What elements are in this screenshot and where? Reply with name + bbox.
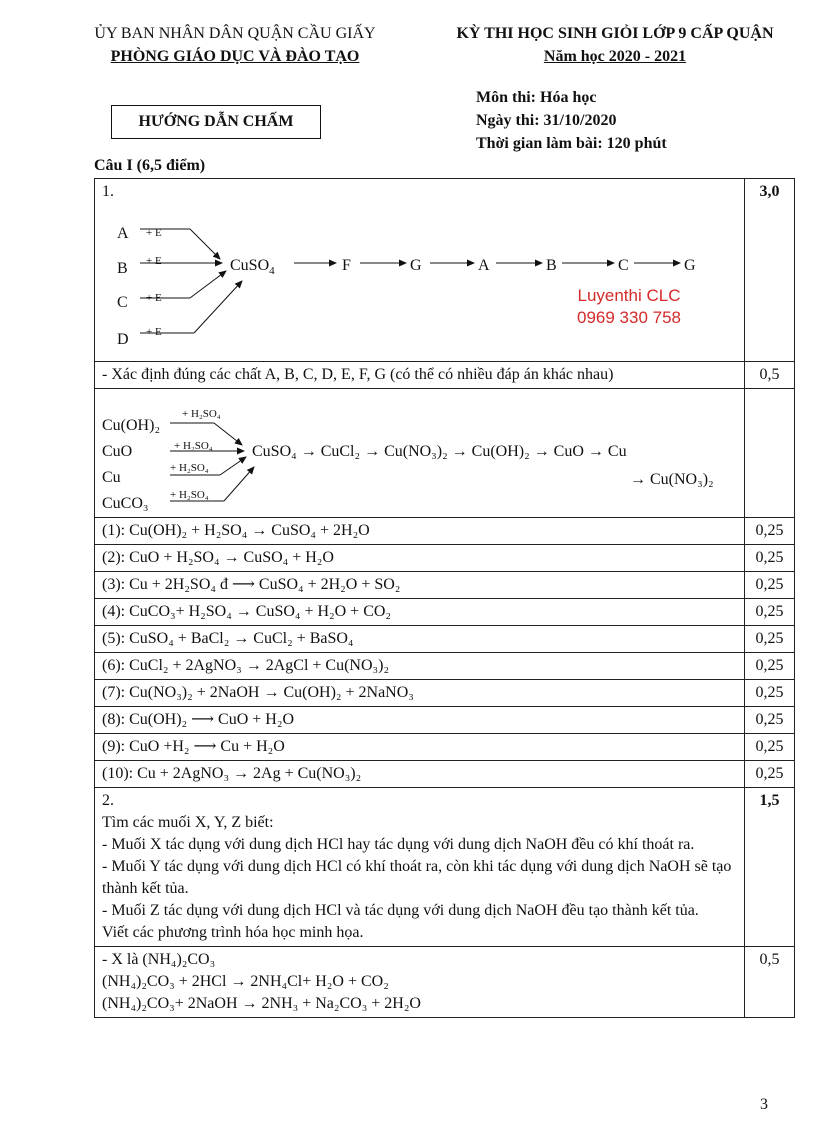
- part2-line-4: - Muối Z tác dụng với dung dịch HCl và tác dụng với dung dịch NaOH đều tạo thành kết tủa.: [102, 902, 699, 919]
- diagram2-left-cuoh2: Cu(OH)₂: [102, 417, 161, 434]
- reaction-2-points: 0,25: [745, 545, 795, 572]
- reaction-row: [95, 734, 795, 761]
- answer-x-line-1: - X là (NH₄)₂CO₃: [102, 951, 216, 968]
- diagram1-left-b: B: [117, 260, 128, 277]
- part2-points: 1,5: [745, 788, 795, 947]
- diagram2-chain: CuSO₄ → CuCl₂ → Cu(NO₃)₂ → Cu(OH)₂ → CuO → Cu: [252, 443, 627, 460]
- exam-subject: Môn thi: Hóa học: [476, 89, 597, 106]
- header-exam-name: KỲ THI HỌC SINH GIỎI LỚP 9 CẤP QUẬN: [456, 25, 774, 42]
- question-title: Câu I (6,5 điểm): [94, 157, 206, 174]
- part1-row: [95, 179, 795, 362]
- diagram1-chain-g: G: [410, 257, 422, 274]
- part2-row: [95, 788, 795, 947]
- reaction-row: [95, 572, 795, 599]
- reaction-row: [95, 761, 795, 788]
- diagram2-left-cuo: CuO: [102, 443, 133, 460]
- watermark-line2: 0969 330 758: [577, 308, 681, 327]
- watermark-line1: Luyenthi CLC: [577, 286, 681, 305]
- diagram2-left-cu: Cu: [102, 469, 121, 486]
- reaction-9-points: 0,25: [745, 734, 795, 761]
- identify-text: - Xác định đúng các chất A, B, C, D, E, F, G (có thể có nhiều đáp án khác nhau): [95, 362, 745, 389]
- exam-info: [476, 86, 667, 155]
- part2-cell: [95, 788, 745, 947]
- diagram1-reagent-d: + E: [146, 326, 162, 338]
- diagram1-reagent-b: + E: [146, 255, 162, 267]
- diagram1-chain-a: A: [478, 257, 490, 274]
- header-right: [420, 22, 810, 68]
- reaction-6-points: 0,25: [745, 653, 795, 680]
- header-dept: PHÒNG GIÁO DỤC VÀ ĐÀO TẠO: [110, 48, 360, 65]
- watermark: [554, 285, 704, 329]
- answer-x-line-3: (NH₄)₂CO₃+ 2NaOH → 2NH₃ + Na₂CO₃ + 2H₂O: [102, 995, 421, 1012]
- exam-date: Ngày thi: 31/10/2020: [476, 112, 617, 129]
- reaction-diagram-2: [102, 391, 737, 515]
- reaction-3-points: 0,25: [745, 572, 795, 599]
- part1-points: 3,0: [745, 179, 795, 362]
- reaction-6: (6): CuCl₂ + 2AgNO₃ → 2AgCl + Cu(NO₃)₂: [95, 653, 745, 680]
- reaction-5: (5): CuSO₄ + BaCl₂ → CuCl₂ + BaSO₄: [95, 626, 745, 653]
- reaction-row: [95, 626, 795, 653]
- part2-line-3: - Muối Y tác dụng với dung dịch HCl có khí thoát ra, còn khi tác dụng với dung dịch NaOH sẽ tạo thành kết tủa.: [102, 858, 732, 897]
- part2-label: 2.: [102, 792, 114, 809]
- reaction-4: (4): CuCO₃+ H₂SO₄ → CuSO₄ + H₂O + CO₂: [95, 599, 745, 626]
- part1-label: 1.: [102, 183, 114, 200]
- reaction-4-points: 0,25: [745, 599, 795, 626]
- answer-x-points: 0,5: [745, 947, 795, 1018]
- part2-line-5: Viết các phương trình hóa học minh họa.: [102, 924, 364, 941]
- diagram2-reagent-4: + H₂SO₄: [170, 489, 209, 501]
- diagram1-reagent-c: + E: [146, 292, 162, 304]
- part2-line-2: - Muối X tác dụng với dung dịch HCl hay tác dụng với dung dịch NaOH đều có khí thoát ra.: [102, 836, 695, 853]
- diagram2-row: [95, 389, 795, 518]
- part1-cell: [95, 179, 745, 362]
- diagram2-reagent-2: + H₂SO₄: [174, 440, 213, 452]
- diagram1-left-c: C: [117, 294, 128, 311]
- reaction-row: [95, 653, 795, 680]
- header-org: ỦY BAN NHÂN DÂN QUẬN CẦU GIẤY: [94, 25, 376, 42]
- reaction-2: (2): CuO + H₂SO₄ → CuSO₄ + H₂O: [95, 545, 745, 572]
- diagram1-reagent-a: + E: [146, 227, 162, 239]
- diagram1-left-a: A: [117, 225, 129, 242]
- reaction-3: (3): Cu + 2H₂SO₄ đ ⟶ CuSO₄ + 2H₂O + SO₂: [95, 572, 745, 599]
- diagram2-branch: → Cu(NO₃)₂: [630, 471, 714, 488]
- diagram2-reagent-3: + H₂SO₄: [170, 462, 209, 474]
- reaction-row: [95, 680, 795, 707]
- part2-line-1: Tìm các muối X, Y, Z biết:: [102, 814, 274, 831]
- reaction-10: (10): Cu + 2AgNO₃ → 2Ag + Cu(NO₃)₂: [95, 761, 745, 788]
- reaction-row: [95, 518, 795, 545]
- header-left: [70, 22, 400, 68]
- diagram2-cell: [95, 389, 745, 518]
- diagram1-chain-b: B: [546, 257, 557, 274]
- diagram1-chain-c: C: [618, 257, 629, 274]
- identify-points: 0,5: [745, 362, 795, 389]
- answer-x-line-2: (NH₄)₂CO₃ + 2HCl → 2NH₄Cl+ H₂O + CO₂: [102, 973, 389, 990]
- grading-guide-box: HƯỚNG DẪN CHẤM: [111, 105, 321, 139]
- diagram1-chain-g2: G: [684, 257, 696, 274]
- diagram2-points: [745, 389, 795, 518]
- reaction-10-points: 0,25: [745, 761, 795, 788]
- reaction-7-points: 0,25: [745, 680, 795, 707]
- reaction-row: [95, 545, 795, 572]
- reaction-7: (7): Cu(NO₃)₂ + 2NaOH → Cu(OH)₂ + 2NaNO₃: [95, 680, 745, 707]
- exam-duration: Thời gian làm bài: 120 phút: [476, 135, 667, 152]
- answer-x-cell: [95, 947, 745, 1018]
- reaction-8-points: 0,25: [745, 707, 795, 734]
- reaction-1: (1): Cu(OH)₂ + H₂SO₄ → CuSO₄ + 2H₂O: [95, 518, 745, 545]
- diagram1-arrows: [102, 203, 742, 359]
- reaction-1-points: 0,25: [745, 518, 795, 545]
- diagram1-center: CuSO$_4$: [230, 257, 275, 278]
- reaction-diagram-1: [102, 203, 737, 359]
- identify-row: [95, 362, 795, 389]
- reaction-8: (8): Cu(OH)₂ ⟶ CuO + H₂O: [95, 707, 745, 734]
- reaction-row: [95, 599, 795, 626]
- diagram1-chain-f: F: [342, 257, 351, 274]
- diagram2-left-cuco3: CuCO₃: [102, 495, 149, 512]
- page-number: 3: [760, 1096, 768, 1113]
- answer-x-row: [95, 947, 795, 1018]
- reaction-5-points: 0,25: [745, 626, 795, 653]
- grading-table: [94, 178, 795, 1018]
- diagram2-reagent-1: + H₂SO₄: [182, 408, 221, 420]
- reaction-9: (9): CuO +H₂ ⟶ Cu + H₂O: [95, 734, 745, 761]
- header-school-year: Năm học 2020 - 2021: [543, 48, 687, 65]
- reaction-row: [95, 707, 795, 734]
- diagram1-left-d: D: [117, 331, 129, 348]
